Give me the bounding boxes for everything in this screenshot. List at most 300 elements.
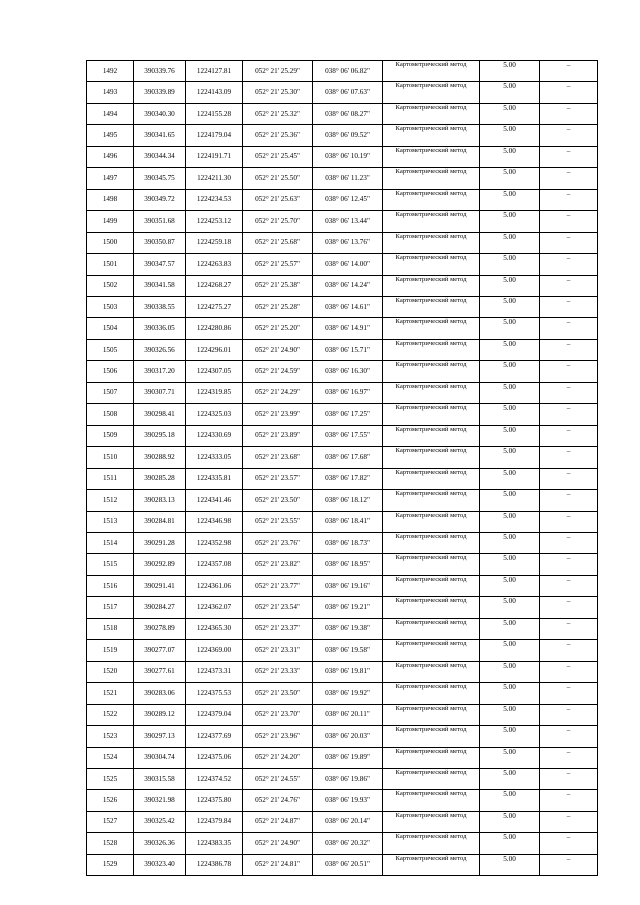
x-coordinate-cell: 390338.55: [134, 296, 186, 317]
point-number-cell: 1492: [87, 61, 134, 82]
y-coordinate-cell: 1224383.35: [186, 833, 243, 854]
table-row: [87, 683, 598, 704]
y-coordinate-cell: 1224259.18: [186, 232, 243, 253]
note-cell: –: [540, 382, 598, 403]
table-row: [87, 532, 598, 553]
table-row: [87, 597, 598, 618]
point-number-cell: 1519: [87, 640, 134, 661]
method-cell: Картометрический метод: [383, 232, 480, 253]
y-coordinate-cell: 1224386.78: [186, 854, 243, 875]
longitude-cell: 038° 06' 17.82": [313, 468, 383, 489]
accuracy-cell: 5.00: [480, 683, 540, 704]
longitude-cell: 038° 06' 19.58": [313, 640, 383, 661]
point-number-cell: 1509: [87, 425, 134, 446]
table-row: [87, 447, 598, 468]
table-row: [87, 275, 598, 296]
x-coordinate-cell: 390291.28: [134, 532, 186, 553]
x-coordinate-cell: 390317.20: [134, 361, 186, 382]
point-number-cell: 1526: [87, 790, 134, 811]
x-coordinate-cell: 390284.27: [134, 597, 186, 618]
table-row: [87, 125, 598, 146]
longitude-cell: 038° 06' 20.51": [313, 854, 383, 875]
method-cell: Картометрический метод: [383, 318, 480, 339]
x-coordinate-cell: 390284.81: [134, 511, 186, 532]
latitude-cell: 052° 21' 25.57": [243, 254, 313, 275]
accuracy-cell: 5.00: [480, 168, 540, 189]
x-coordinate-cell: 390288.92: [134, 447, 186, 468]
point-number-cell: 1495: [87, 125, 134, 146]
accuracy-cell: 5.00: [480, 833, 540, 854]
note-cell: –: [540, 618, 598, 639]
latitude-cell: 052° 21' 23.54": [243, 597, 313, 618]
coordinates-table: [86, 60, 598, 876]
point-number-cell: 1517: [87, 597, 134, 618]
method-cell: Картометрический метод: [383, 704, 480, 725]
longitude-cell: 038° 06' 14.91": [313, 318, 383, 339]
table-row: [87, 811, 598, 832]
y-coordinate-cell: 1224369.00: [186, 640, 243, 661]
point-number-cell: 1496: [87, 146, 134, 167]
y-coordinate-cell: 1224234.53: [186, 189, 243, 210]
longitude-cell: 038° 06' 19.81": [313, 661, 383, 682]
accuracy-cell: 5.00: [480, 382, 540, 403]
point-number-cell: 1500: [87, 232, 134, 253]
method-cell: Картометрический метод: [383, 146, 480, 167]
latitude-cell: 052° 21' 24.76": [243, 790, 313, 811]
note-cell: –: [540, 704, 598, 725]
x-coordinate-cell: 390350.87: [134, 232, 186, 253]
y-coordinate-cell: 1224373.31: [186, 661, 243, 682]
y-coordinate-cell: 1224263.83: [186, 254, 243, 275]
y-coordinate-cell: 1224377.69: [186, 726, 243, 747]
latitude-cell: 052° 21' 23.31": [243, 640, 313, 661]
method-cell: Картометрический метод: [383, 189, 480, 210]
accuracy-cell: 5.00: [480, 447, 540, 468]
accuracy-cell: 5.00: [480, 339, 540, 360]
table-row: [87, 211, 598, 232]
table-row: [87, 382, 598, 403]
latitude-cell: 052° 21' 25.50": [243, 168, 313, 189]
longitude-cell: 038° 06' 19.21": [313, 597, 383, 618]
note-cell: –: [540, 211, 598, 232]
longitude-cell: 038° 06' 19.92": [313, 683, 383, 704]
latitude-cell: 052° 21' 23.50": [243, 683, 313, 704]
latitude-cell: 052° 21' 23.76": [243, 532, 313, 553]
y-coordinate-cell: 1224361.06: [186, 575, 243, 596]
note-cell: –: [540, 640, 598, 661]
longitude-cell: 038° 06' 16.97": [313, 382, 383, 403]
method-cell: Картометрический метод: [383, 339, 480, 360]
accuracy-cell: 5.00: [480, 597, 540, 618]
latitude-cell: 052° 21' 25.29": [243, 61, 313, 82]
latitude-cell: 052° 21' 25.20": [243, 318, 313, 339]
method-cell: Картометрический метод: [383, 382, 480, 403]
y-coordinate-cell: 1224374.52: [186, 768, 243, 789]
longitude-cell: 038° 06' 17.55": [313, 425, 383, 446]
point-number-cell: 1511: [87, 468, 134, 489]
accuracy-cell: 5.00: [480, 490, 540, 511]
table-row: [87, 661, 598, 682]
accuracy-cell: 5.00: [480, 726, 540, 747]
latitude-cell: 052° 21' 25.32": [243, 103, 313, 124]
table-row: [87, 425, 598, 446]
longitude-cell: 038° 06' 20.14": [313, 811, 383, 832]
longitude-cell: 038° 06' 19.38": [313, 618, 383, 639]
table-row: [87, 318, 598, 339]
point-number-cell: 1529: [87, 854, 134, 875]
longitude-cell: 038° 06' 20.03": [313, 726, 383, 747]
point-number-cell: 1513: [87, 511, 134, 532]
x-coordinate-cell: 390307.71: [134, 382, 186, 403]
note-cell: –: [540, 425, 598, 446]
note-cell: –: [540, 790, 598, 811]
longitude-cell: 038° 06' 19.86": [313, 768, 383, 789]
latitude-cell: 052° 21' 23.70": [243, 704, 313, 725]
latitude-cell: 052° 21' 23.77": [243, 575, 313, 596]
note-cell: –: [540, 361, 598, 382]
x-coordinate-cell: 390340.30: [134, 103, 186, 124]
y-coordinate-cell: 1224375.06: [186, 747, 243, 768]
note-cell: –: [540, 296, 598, 317]
longitude-cell: 038° 06' 14.24": [313, 275, 383, 296]
note-cell: –: [540, 833, 598, 854]
point-number-cell: 1497: [87, 168, 134, 189]
accuracy-cell: 5.00: [480, 296, 540, 317]
x-coordinate-cell: 390283.06: [134, 683, 186, 704]
point-number-cell: 1523: [87, 726, 134, 747]
table-row: [87, 704, 598, 725]
point-number-cell: 1521: [87, 683, 134, 704]
x-coordinate-cell: 390283.13: [134, 490, 186, 511]
latitude-cell: 052° 21' 24.29": [243, 382, 313, 403]
note-cell: –: [540, 318, 598, 339]
accuracy-cell: 5.00: [480, 747, 540, 768]
longitude-cell: 038° 06' 15.71": [313, 339, 383, 360]
accuracy-cell: 5.00: [480, 103, 540, 124]
x-coordinate-cell: 390349.72: [134, 189, 186, 210]
note-cell: –: [540, 339, 598, 360]
latitude-cell: 052° 21' 25.68": [243, 232, 313, 253]
table-row: [87, 726, 598, 747]
longitude-cell: 038° 06' 09.52": [313, 125, 383, 146]
x-coordinate-cell: 390345.75: [134, 168, 186, 189]
accuracy-cell: 5.00: [480, 704, 540, 725]
x-coordinate-cell: 390341.65: [134, 125, 186, 146]
y-coordinate-cell: 1224375.80: [186, 790, 243, 811]
table-row: [87, 554, 598, 575]
x-coordinate-cell: 390304.74: [134, 747, 186, 768]
y-coordinate-cell: 1224127.81: [186, 61, 243, 82]
note-cell: –: [540, 275, 598, 296]
longitude-cell: 038° 06' 07.63": [313, 82, 383, 103]
method-cell: Картометрический метод: [383, 490, 480, 511]
longitude-cell: 038° 06' 18.95": [313, 554, 383, 575]
note-cell: –: [540, 511, 598, 532]
latitude-cell: 052° 21' 24.90": [243, 833, 313, 854]
point-number-cell: 1520: [87, 661, 134, 682]
accuracy-cell: 5.00: [480, 318, 540, 339]
latitude-cell: 052° 21' 23.82": [243, 554, 313, 575]
y-coordinate-cell: 1224275.27: [186, 296, 243, 317]
accuracy-cell: 5.00: [480, 640, 540, 661]
method-cell: Картометрический метод: [383, 554, 480, 575]
accuracy-cell: 5.00: [480, 82, 540, 103]
method-cell: Картометрический метод: [383, 61, 480, 82]
x-coordinate-cell: 390285.28: [134, 468, 186, 489]
accuracy-cell: 5.00: [480, 404, 540, 425]
method-cell: Картометрический метод: [383, 661, 480, 682]
table-row: [87, 296, 598, 317]
table-row: [87, 640, 598, 661]
method-cell: Картометрический метод: [383, 854, 480, 875]
note-cell: –: [540, 232, 598, 253]
accuracy-cell: 5.00: [480, 768, 540, 789]
note-cell: –: [540, 811, 598, 832]
table-row: [87, 339, 598, 360]
latitude-cell: 052° 21' 23.33": [243, 661, 313, 682]
note-cell: –: [540, 447, 598, 468]
longitude-cell: 038° 06' 18.41": [313, 511, 383, 532]
y-coordinate-cell: 1224191.71: [186, 146, 243, 167]
table-row: [87, 768, 598, 789]
point-number-cell: 1527: [87, 811, 134, 832]
x-coordinate-cell: 390298.41: [134, 404, 186, 425]
point-number-cell: 1525: [87, 768, 134, 789]
y-coordinate-cell: 1224268.27: [186, 275, 243, 296]
x-coordinate-cell: 390326.56: [134, 339, 186, 360]
method-cell: Картометрический метод: [383, 811, 480, 832]
x-coordinate-cell: 390292.89: [134, 554, 186, 575]
longitude-cell: 038° 06' 18.12": [313, 490, 383, 511]
table-row: [87, 490, 598, 511]
longitude-cell: 038° 06' 20.11": [313, 704, 383, 725]
y-coordinate-cell: 1224296.01: [186, 339, 243, 360]
table-row: [87, 404, 598, 425]
note-cell: –: [540, 146, 598, 167]
note-cell: –: [540, 575, 598, 596]
y-coordinate-cell: 1224341.46: [186, 490, 243, 511]
table-row: [87, 747, 598, 768]
table-row: [87, 833, 598, 854]
method-cell: Картометрический метод: [383, 640, 480, 661]
note-cell: –: [540, 103, 598, 124]
latitude-cell: 052° 21' 25.28": [243, 296, 313, 317]
x-coordinate-cell: 390339.76: [134, 61, 186, 82]
note-cell: –: [540, 61, 598, 82]
note-cell: –: [540, 768, 598, 789]
latitude-cell: 052° 21' 25.45": [243, 146, 313, 167]
longitude-cell: 038° 06' 20.32": [313, 833, 383, 854]
table-row: [87, 618, 598, 639]
method-cell: Картометрический метод: [383, 618, 480, 639]
longitude-cell: 038° 06' 11.23": [313, 168, 383, 189]
y-coordinate-cell: 1224211.30: [186, 168, 243, 189]
method-cell: Картометрический метод: [383, 361, 480, 382]
method-cell: Картометрический метод: [383, 425, 480, 446]
method-cell: Картометрический метод: [383, 511, 480, 532]
note-cell: –: [540, 854, 598, 875]
latitude-cell: 052° 21' 23.99": [243, 404, 313, 425]
method-cell: Картометрический метод: [383, 211, 480, 232]
table-row: [87, 575, 598, 596]
note-cell: –: [540, 82, 598, 103]
x-coordinate-cell: 390297.13: [134, 726, 186, 747]
accuracy-cell: 5.00: [480, 146, 540, 167]
point-number-cell: 1499: [87, 211, 134, 232]
latitude-cell: 052° 21' 25.36": [243, 125, 313, 146]
accuracy-cell: 5.00: [480, 125, 540, 146]
note-cell: –: [540, 661, 598, 682]
accuracy-cell: 5.00: [480, 232, 540, 253]
table-row: [87, 511, 598, 532]
x-coordinate-cell: 390339.89: [134, 82, 186, 103]
method-cell: Картометрический метод: [383, 275, 480, 296]
method-cell: Картометрический метод: [383, 296, 480, 317]
point-number-cell: 1518: [87, 618, 134, 639]
longitude-cell: 038° 06' 16.30": [313, 361, 383, 382]
longitude-cell: 038° 06' 18.73": [313, 532, 383, 553]
point-number-cell: 1524: [87, 747, 134, 768]
longitude-cell: 038° 06' 08.27": [313, 103, 383, 124]
x-coordinate-cell: 390289.12: [134, 704, 186, 725]
note-cell: –: [540, 726, 598, 747]
point-number-cell: 1507: [87, 382, 134, 403]
note-cell: –: [540, 490, 598, 511]
longitude-cell: 038° 06' 13.76": [313, 232, 383, 253]
latitude-cell: 052° 21' 25.70": [243, 211, 313, 232]
longitude-cell: 038° 06' 19.89": [313, 747, 383, 768]
table-row: [87, 103, 598, 124]
x-coordinate-cell: 390347.57: [134, 254, 186, 275]
table-row: [87, 82, 598, 103]
method-cell: Картометрический метод: [383, 447, 480, 468]
latitude-cell: 052° 21' 24.90": [243, 339, 313, 360]
longitude-cell: 038° 06' 19.16": [313, 575, 383, 596]
note-cell: –: [540, 683, 598, 704]
point-number-cell: 1510: [87, 447, 134, 468]
method-cell: Картометрический метод: [383, 168, 480, 189]
note-cell: –: [540, 168, 598, 189]
accuracy-cell: 5.00: [480, 790, 540, 811]
y-coordinate-cell: 1224253.12: [186, 211, 243, 232]
method-cell: Картометрический метод: [383, 103, 480, 124]
table-row: [87, 168, 598, 189]
point-number-cell: 1506: [87, 361, 134, 382]
x-coordinate-cell: 390315.58: [134, 768, 186, 789]
method-cell: Картометрический метод: [383, 790, 480, 811]
y-coordinate-cell: 1224365.30: [186, 618, 243, 639]
table-row: [87, 790, 598, 811]
point-number-cell: 1516: [87, 575, 134, 596]
x-coordinate-cell: 390277.07: [134, 640, 186, 661]
longitude-cell: 038° 06' 12.45": [313, 189, 383, 210]
point-number-cell: 1498: [87, 189, 134, 210]
method-cell: Картометрический метод: [383, 747, 480, 768]
method-cell: Картометрический метод: [383, 726, 480, 747]
point-number-cell: 1494: [87, 103, 134, 124]
y-coordinate-cell: 1224319.85: [186, 382, 243, 403]
y-coordinate-cell: 1224379.04: [186, 704, 243, 725]
longitude-cell: 038° 06' 13.44": [313, 211, 383, 232]
point-number-cell: 1514: [87, 532, 134, 553]
x-coordinate-cell: 390295.18: [134, 425, 186, 446]
accuracy-cell: 5.00: [480, 275, 540, 296]
point-number-cell: 1515: [87, 554, 134, 575]
accuracy-cell: 5.00: [480, 468, 540, 489]
y-coordinate-cell: 1224375.53: [186, 683, 243, 704]
method-cell: Картометрический метод: [383, 683, 480, 704]
accuracy-cell: 5.00: [480, 211, 540, 232]
note-cell: –: [540, 747, 598, 768]
latitude-cell: 052° 21' 23.57": [243, 468, 313, 489]
longitude-cell: 038° 06' 14.61": [313, 296, 383, 317]
method-cell: Картометрический метод: [383, 532, 480, 553]
y-coordinate-cell: 1224330.69: [186, 425, 243, 446]
x-coordinate-cell: 390326.36: [134, 833, 186, 854]
latitude-cell: 052° 21' 23.37": [243, 618, 313, 639]
x-coordinate-cell: 390323.40: [134, 854, 186, 875]
y-coordinate-cell: 1224346.98: [186, 511, 243, 532]
note-cell: –: [540, 554, 598, 575]
method-cell: Картометрический метод: [383, 468, 480, 489]
latitude-cell: 052° 21' 25.38": [243, 275, 313, 296]
table-row: [87, 854, 598, 875]
accuracy-cell: 5.00: [480, 511, 540, 532]
method-cell: Картометрический метод: [383, 597, 480, 618]
y-coordinate-cell: 1224280.86: [186, 318, 243, 339]
table-row: [87, 189, 598, 210]
method-cell: Картометрический метод: [383, 254, 480, 275]
note-cell: –: [540, 254, 598, 275]
x-coordinate-cell: 390351.68: [134, 211, 186, 232]
point-number-cell: 1528: [87, 833, 134, 854]
longitude-cell: 038° 06' 17.25": [313, 404, 383, 425]
y-coordinate-cell: 1224155.28: [186, 103, 243, 124]
method-cell: Картометрический метод: [383, 404, 480, 425]
point-number-cell: 1505: [87, 339, 134, 360]
longitude-cell: 038° 06' 17.68": [313, 447, 383, 468]
latitude-cell: 052° 21' 23.50": [243, 490, 313, 511]
longitude-cell: 038° 06' 06.82": [313, 61, 383, 82]
table-body: [87, 61, 598, 876]
y-coordinate-cell: 1224352.98: [186, 532, 243, 553]
accuracy-cell: 5.00: [480, 189, 540, 210]
y-coordinate-cell: 1224362.07: [186, 597, 243, 618]
method-cell: Картометрический метод: [383, 575, 480, 596]
latitude-cell: 052° 21' 23.96": [243, 726, 313, 747]
x-coordinate-cell: 390341.58: [134, 275, 186, 296]
method-cell: Картометрический метод: [383, 82, 480, 103]
y-coordinate-cell: 1224325.03: [186, 404, 243, 425]
y-coordinate-cell: 1224333.05: [186, 447, 243, 468]
accuracy-cell: 5.00: [480, 618, 540, 639]
latitude-cell: 052° 21' 23.68": [243, 447, 313, 468]
latitude-cell: 052° 21' 24.55": [243, 768, 313, 789]
x-coordinate-cell: 390278.89: [134, 618, 186, 639]
point-number-cell: 1503: [87, 296, 134, 317]
table-row: [87, 361, 598, 382]
point-number-cell: 1501: [87, 254, 134, 275]
table-row: [87, 468, 598, 489]
y-coordinate-cell: 1224379.84: [186, 811, 243, 832]
longitude-cell: 038° 06' 19.93": [313, 790, 383, 811]
latitude-cell: 052° 21' 24.87": [243, 811, 313, 832]
method-cell: Картометрический метод: [383, 833, 480, 854]
table-row: [87, 146, 598, 167]
latitude-cell: 052° 21' 25.30": [243, 82, 313, 103]
y-coordinate-cell: 1224335.81: [186, 468, 243, 489]
accuracy-cell: 5.00: [480, 361, 540, 382]
